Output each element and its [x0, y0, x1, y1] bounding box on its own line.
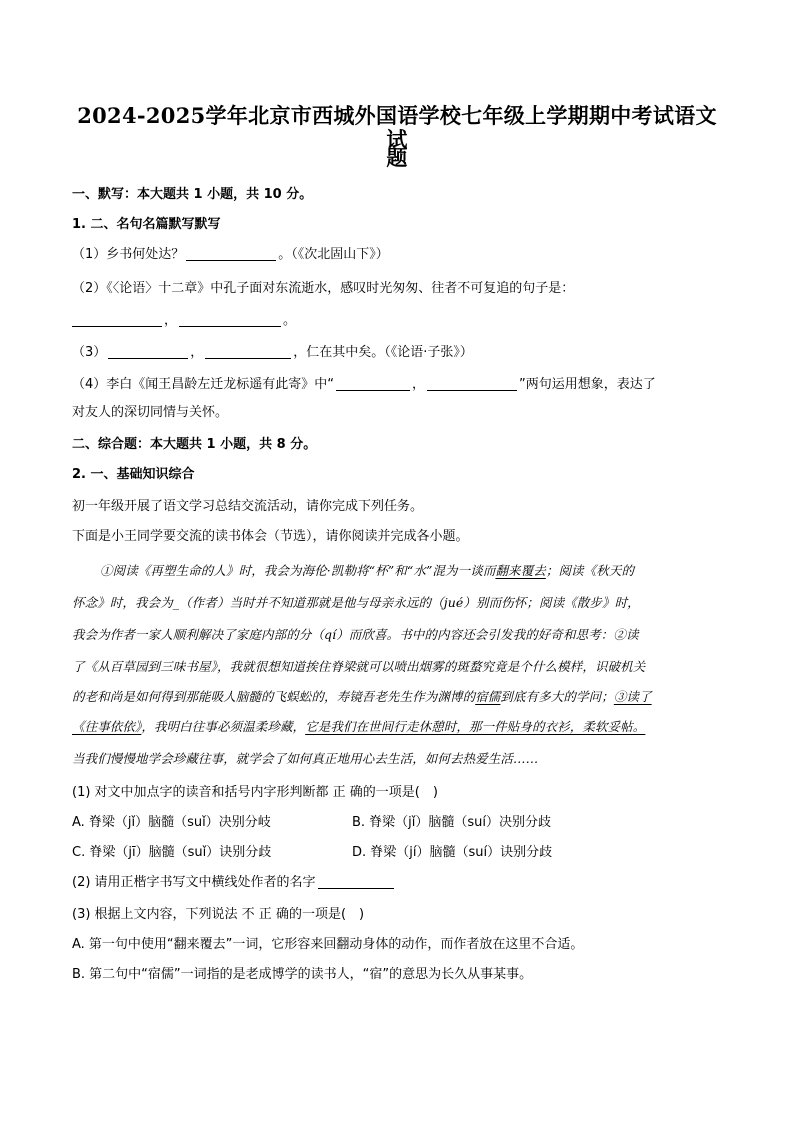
passage-text: ，我明白往事必须温柔珍藏， [141, 719, 306, 734]
passage-line: 怀念》时，我会为_（作者）当时并不知道那就是他与母亲永远的（jué）别而伤怀；阅读《散步》时， [72, 595, 640, 610]
q2-intro1: 初一年级开展了语文学习总结交流活动，请你完成下列任务。 [72, 499, 424, 514]
sub3-stem: (3) 根据上文内容，下列说法 不 正 确的一项是( ) [72, 907, 365, 922]
option-b[interactable]: B. 脊梁（jǐ）脑髓（suí）决别分歧 [352, 815, 552, 830]
q1-item4-sep: ， [412, 377, 426, 392]
section2-header: 二、综合题：本大题共 1 小题，共 8 分。 [72, 437, 317, 452]
q1-item3-pre: （3） [72, 345, 107, 360]
answer-blank[interactable] [186, 246, 276, 261]
passage-text: ①阅读《再塑生命的人》时，我会为海伦·凯勒将“杯”和“水”混为一谈而 [100, 563, 496, 578]
q1-item1 [72, 246, 732, 264]
sub1-options-row1 [72, 814, 732, 832]
underlined-phrase: ③读了 [613, 689, 652, 704]
answer-blank[interactable] [318, 874, 394, 889]
passage-line: 了《从百草园到三味书屋》，我就很想知道挨住脊梁就可以喷出烟雾的斑蝥究竟是个什么模样，识破机关 [72, 659, 646, 674]
document-title-line2: 题 [386, 145, 408, 170]
q1-item4-pre: （4）李白《闻王昌龄左迁龙标遥有此寄》中“ [72, 377, 335, 392]
question2-heading: 2. 一、基础知识综合 [72, 467, 195, 482]
q1-item4-cont: 对友人的深切同情与关怀。 [72, 405, 229, 420]
q1-item4 [72, 376, 732, 394]
sub2-stem [72, 874, 732, 892]
underlined-phrase: 宿儒 [475, 689, 501, 704]
passage-line: 我会为作者一家人顺利解决了家庭内部的分（qí）而欣喜。书中的内容还会引发我的好奇和思考：②读 [72, 627, 639, 642]
section1-header: 一、默写：本大题共 1 小题，共 10 分。 [72, 187, 313, 202]
passage-line [100, 562, 720, 580]
q2-intro2: 下面是小王同学要交流的读书体会（节选），请你阅读并完成各小题。 [72, 529, 469, 544]
underlined-phrase: 《往事依依》 [72, 719, 142, 734]
answer-blank[interactable] [108, 344, 188, 359]
passage-text: ；阅读《秋天的 [545, 563, 635, 578]
passage-line: 当我们慢慢地学会珍藏往事，就学会了如何真正地用心去生活，如何去热爱生活…… [72, 751, 539, 766]
passage-text: 到底有多大的学问； [500, 689, 614, 704]
sub3-option-a[interactable]: A. 第一句中使用“翻来覆去”一词，它形容来回翻动身体的动作，而作者放在这里不合适。 [72, 937, 584, 952]
q1-item3-post: ，仁在其中矣。（《论语·子张》） [293, 345, 473, 360]
q1-item2-blanks [72, 312, 732, 330]
answer-blank[interactable] [179, 312, 281, 327]
passage-line [72, 688, 732, 706]
passage-line [72, 718, 732, 736]
document-title-line1: 2024-2025学年北京市西城外国语学校七年级上学期期中考试语文试 [77, 103, 717, 152]
sub1-stem: (1) 对文中加点字的读音和括号内字形判断都 正 确的一项是( ) [72, 785, 438, 800]
q1-item2: （2）《〈论语〉十二章》中孔子面对东流逝水，感叹时光匆匆、往者不可复追的句子是： [72, 281, 575, 296]
q1-item2-end: 。 [283, 313, 297, 328]
q1-item4-post: ”两句运用想象，表达了 [519, 377, 656, 392]
q1-item3-sep: ， [190, 345, 204, 360]
q1-item1-pre: （1）乡书何处达？ [72, 247, 185, 262]
sub2-stem-text: (2) 请用正楷字书写文中横线处作者的名字 [72, 875, 316, 890]
option-d[interactable]: D. 脊梁（jí）脑髓（suí）诀别分歧 [352, 845, 553, 860]
answer-blank[interactable] [336, 376, 410, 391]
answer-blank[interactable] [205, 344, 291, 359]
q1-item1-post: 。（《次北固山下》） [278, 247, 389, 262]
question1-heading: 1. 二、名句名篇默写默写 [72, 217, 221, 232]
underlined-phrase: 翻来覆去 [495, 563, 546, 578]
sub3-option-b[interactable]: B. 第二句中“宿儒”一词指的是老成博学的读书人，“宿”的意思为长久从事某事。 [72, 967, 533, 982]
answer-blank[interactable] [427, 376, 517, 391]
q1-item3 [72, 344, 732, 362]
option-c[interactable]: C. 脊梁（jī）脑髓（suǐ）诀别分歧 [72, 845, 272, 860]
q1-item2-sep: ， [164, 313, 178, 328]
option-a[interactable]: A. 脊梁（jǐ）脑髓（suǐ）决别分岐 [72, 815, 271, 830]
answer-blank[interactable] [72, 312, 162, 327]
sub1-options-row2 [72, 844, 732, 862]
underlined-phrase: 它是我们在世间行走休憩时，那一件贴身的衣衫，柔软妥帖。 [305, 719, 646, 734]
passage-text: 的老和尚是如何得到那能吸人脑髓的飞蜈蚣的，寿镜吾老先生作为渊博的 [72, 689, 476, 704]
